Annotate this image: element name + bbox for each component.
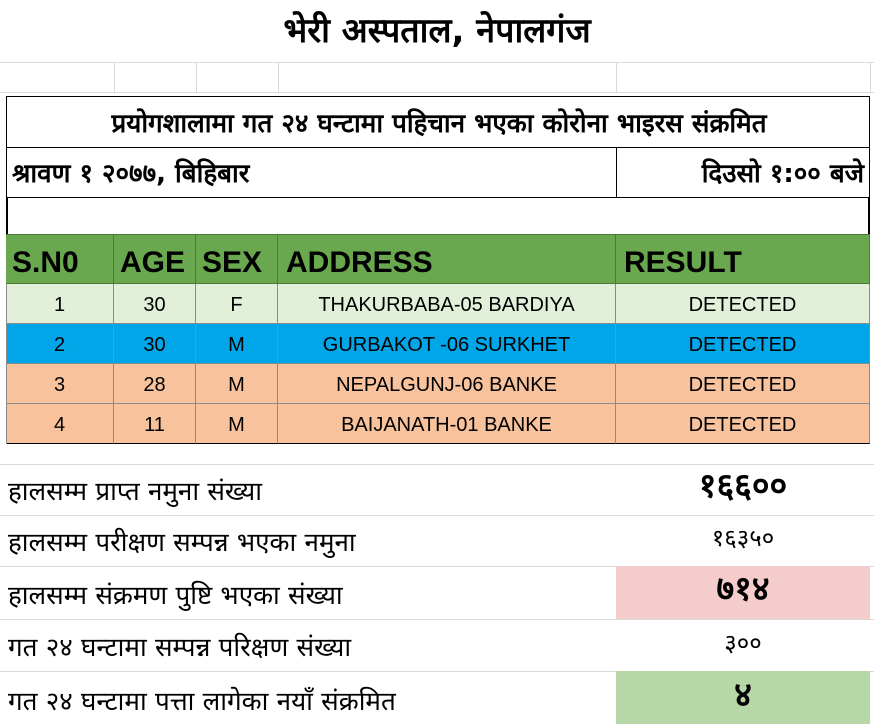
- cell-address: GURBAKOT -06 SURKHET: [278, 324, 616, 364]
- cell-result: DETECTED: [616, 324, 870, 364]
- cell-address: BAIJANATH-01 BANKE: [278, 404, 616, 444]
- report-date: श्रावण १ २०७७, बिहिबार: [12, 159, 250, 189]
- cell-age: 28: [114, 364, 196, 404]
- cell-sex: M: [196, 324, 278, 364]
- table-frame-left: [6, 198, 8, 234]
- cell-address: THAKURBABA-05 BARDIYA: [278, 284, 616, 324]
- table-border-left: [6, 284, 7, 444]
- cell-result: DETECTED: [616, 284, 870, 324]
- cell-sno: 2: [6, 324, 114, 364]
- cell-result: DETECTED: [616, 404, 870, 444]
- summary-value-samples-received: १६६००: [698, 466, 788, 506]
- table-frame-right: [868, 198, 870, 234]
- gridline: [114, 62, 115, 92]
- gridline: [0, 62, 874, 63]
- report-heading: प्रयोगशालामा गत २४ घन्टामा पहिचान भएका कोरोना भाइरस संक्रमित: [111, 109, 767, 139]
- cell-age: 30: [114, 284, 196, 324]
- summary-label-samples-received: हालसम्म प्राप्त नमुना संख्या: [8, 477, 262, 507]
- col-header-sex: SEX: [196, 234, 278, 284]
- cell-sno: 1: [6, 284, 114, 324]
- hospital-title: भेरी अस्पताल, नेपालगंज: [283, 11, 591, 51]
- cell-address: NEPALGUNJ-06 BANKE: [278, 364, 616, 404]
- gridline: [616, 62, 617, 92]
- summary-value-confirmed-cases: ७१४: [616, 566, 870, 619]
- cell-sex: F: [196, 284, 278, 324]
- summary-label-tests-completed: हालसम्म परीक्षण सम्पन्न भएका नमुना: [8, 528, 356, 558]
- cell-sno: 3: [6, 364, 114, 404]
- col-header-result: RESULT: [616, 234, 870, 284]
- report-time: दिउसो १:०० बजे: [701, 159, 864, 189]
- summary-label-tests-last-24h: गत २४ घन्टामा सम्पन्न परिक्षण संख्या: [8, 633, 352, 663]
- gridline: [870, 62, 871, 92]
- cell-age: 11: [114, 404, 196, 444]
- cell-sex: M: [196, 364, 278, 404]
- summary-value-tests-last-24h: ३००: [724, 629, 762, 657]
- cell-age: 30: [114, 324, 196, 364]
- gridline: [278, 62, 279, 92]
- cell-result: DETECTED: [616, 364, 870, 404]
- gridline: [196, 62, 197, 92]
- col-header-address: ADDRESS: [278, 234, 616, 284]
- col-header-sno: S.N0: [6, 234, 114, 284]
- cell-sno: 4: [6, 404, 114, 444]
- summary-label-new-cases-last-24h: गत २४ घन्टामा पत्ता लागेका नयाँ संक्रमित: [8, 687, 396, 717]
- summary-value-new-cases-last-24h: ४: [616, 671, 870, 724]
- gridline: [0, 92, 874, 93]
- cell-sex: M: [196, 404, 278, 444]
- col-header-age: AGE: [114, 234, 196, 284]
- summary-label-confirmed-cases: हालसम्म संक्रमण पुष्टि भएका संख्या: [8, 581, 343, 611]
- summary-value-tests-completed: १६३५०: [711, 524, 775, 552]
